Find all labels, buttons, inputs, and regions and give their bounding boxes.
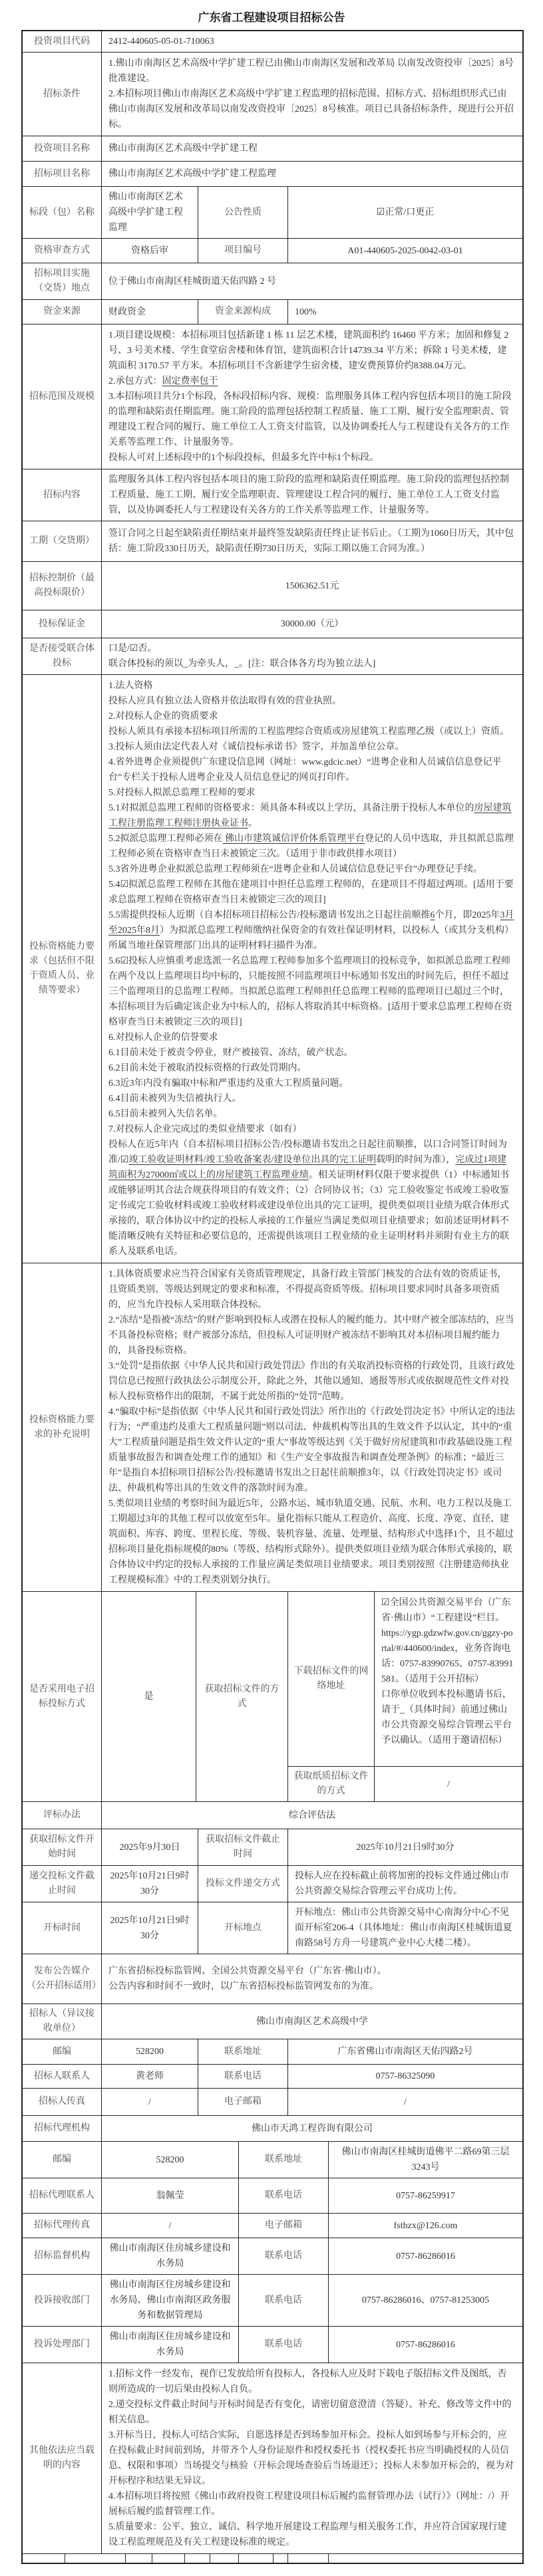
tender-announcement-table xyxy=(21,30,524,2564)
row-announcement-media xyxy=(23,1954,522,2004)
label-opening-time: 开标时间 xyxy=(23,1902,102,1954)
row-submission-deadline xyxy=(23,1866,522,1902)
row-control-price xyxy=(23,562,522,610)
row-tenderer-fax xyxy=(23,2089,522,2116)
value-control-price: 1506362.51元 xyxy=(285,580,339,591)
label-project-number: 项目编号 xyxy=(198,239,288,263)
label-duration: 工期（交货期） xyxy=(23,521,102,561)
row-tenderer xyxy=(23,2004,522,2039)
label-tenderer: 招标人（异议接收单位） xyxy=(23,2004,102,2039)
page-title: 广东省工程建设项目招标公告 xyxy=(198,11,345,24)
row-delivery-location xyxy=(23,263,522,300)
label-supervisor-phone: 联系电话 xyxy=(239,2238,329,2274)
value-complaint-handling: 佛山市南海区住房城乡建设和水务局 xyxy=(102,2327,239,2363)
row-investment-name xyxy=(23,136,522,162)
footer-cell xyxy=(239,2554,273,2563)
row-agency-contact xyxy=(23,2178,522,2214)
label-obtain-documents-method: 获取招标文件的方式 xyxy=(196,1592,288,1801)
value-investment-code: 2412-440605-05-01-710063 xyxy=(108,37,214,47)
row-tender-content xyxy=(23,469,522,521)
value-agency-contact: 翁佩莹 xyxy=(102,2178,239,2213)
row-package-name xyxy=(23,187,522,239)
value-opening-time: 2025年10月21日9时30分 xyxy=(102,1902,198,1954)
value-announcement-media: 广东省招标投标监管网、全国公共资源交易平台（广东省·佛山市）。 公告内容和时间不一致时，以广东省招标投标监管网发布的为准。 xyxy=(108,1966,387,1992)
row-tenderer-zip xyxy=(23,2039,522,2065)
value-fund-source: 财政资金 xyxy=(102,300,198,324)
value-agency-phone: 0757-86259917 xyxy=(396,2190,455,2201)
label-tender-conditions: 招标条件 xyxy=(23,53,102,136)
label-package-name: 标段（包）名称 xyxy=(23,187,102,238)
subrow-download-address xyxy=(288,1592,522,1767)
value-agency-address: 佛山市南海区桂城街道佛平二路69第三层3243号 xyxy=(341,2147,510,2172)
value-tenderer-contact: 黄老师 xyxy=(102,2065,198,2088)
label-agency-contact: 招标代理联系人 xyxy=(23,2178,102,2213)
label-agency-phone: 联系电话 xyxy=(239,2178,329,2213)
label-bid-bond: 投标保证金 xyxy=(23,610,102,638)
label-fund-composition: 资金来源构成 xyxy=(198,300,288,324)
row-duration xyxy=(23,521,522,562)
value-agency-email: fsthzx@126.com xyxy=(393,2220,458,2231)
row-footer-empty xyxy=(23,2554,522,2563)
row-bid-opening xyxy=(23,1902,522,1954)
row-agency xyxy=(23,2116,522,2142)
value-package-name: 佛山市南海区艺术高级中学扩建工程监理 xyxy=(102,187,198,238)
label-obtain-deadline: 获取招标文件截止时间 xyxy=(198,1829,288,1865)
value-qualification-supplement: 1.具体资质要求应当符合国家有关资质管理规定，具备行政主管部门核发的合法有效的资质证书，且资质类别、等级达到规定的要求和标准，不得提高资质等级。招标项目要求同时具备多项资质的，应当允许投标人采用联合体投标。 2.“冻结”是指被“冻结”的财产影响到投标人或潜在投标人的履约能力。其中财产被全部冻结的，应当不具备投标资格；财产被部分冻结，但投标人可证明财产被冻结不影响其对本招标项目履约能力的，具备投标资格。 3.“处罚”是指依据《中华人民共和国行政处罚法》作出的有关取消投标资格的行政处罚，且该行政处罚信息已按照行政执法公示制度公开，除此之外，其他以通知、通报等形式或依据规范性文件对投标人投标资格作出的限制，不属于此处所指的“处罚”范畴。 4.“骗取中标”是指依据《中华人民共和国行政处罚法》所作出的《行政处罚决定书》中所认定的违法行为；“严重违约及重大工程质量问题”则以司法、仲裁机构等出具的生效文件予以认定，其中的“重大”工程质量问题是指生效文件认定的“重大”事故等级达到《关于做好房屋建筑和市政基础设施工程质量事故报告和调查处理工作的通知》和《生产安全事故报告和调查处理条例》的标准；“最近三年”是指自本招标项目招标公告/投标邀请书发出之日起往前顺推3年，以《行政处罚决定书》或司法、仲裁机构等出具的生效文件的落款时间为准。 5.类似项目业绩的考察时间为最近5年，公路水运、城市轨道交通、民航、水利、电力工程以及施工工期超过3年的其他工程可以放宽至5年。量化指标只能从工程造价、高度、长度、净宽、直径、建筑面积、库容、跨度、里程长度、等级、装机容量、流量、处理量、结构形式中选择1个，且不超过招标项目量化指标规模的80%（等级、结构形式除外）。提供类似项目业绩为联合体形式承接的，联合体协议中约定的投标人承接的工作量应满足类似项目业绩要求。项目类别按照《注册建造师执业工程规模标准》中的工程类别划分执行。 xyxy=(108,1269,515,1585)
row-tender-project-name xyxy=(23,162,522,187)
value-tender-content: 监理服务具体工程内容包括本项目的施工阶段的监理和缺陷责任期监理。施工阶段的监理包括控制工程质量、施工工期、履行安全监理职责、管理建设工程合同的履行、施工单位工人工资支付监管，以及协调委托人与工程建设有关各方的工作关系等监理工作、计量服务等。 xyxy=(108,475,509,515)
label-complaint-receiving: 投诉接收部门 xyxy=(23,2275,102,2326)
label-qualification-supplement: 投标资格能力要求的补充说明 xyxy=(23,1263,102,1591)
label-supervisor: 招标监督机构 xyxy=(23,2238,102,2274)
value-opening-place: 开标地点：佛山市公共资源交易中心南海分中心不见面开标室206-4（具体地址：佛山市南海区桂城街道夏南路58号方舟一号建筑产业中心大楼二楼）。 xyxy=(295,1908,512,1948)
label-qualification-review: 资格审查方式 xyxy=(23,239,102,263)
row-qualification-requirements xyxy=(23,675,522,1263)
label-tenderer-fax: 招标人传真 xyxy=(23,2089,102,2115)
label-notice-nature: 公告性质 xyxy=(198,187,288,238)
row-bid-bond xyxy=(23,610,522,638)
label-tenderer-contact: 招标人联系人 xyxy=(23,2065,102,2088)
value-tenderer-phone: 0757-86325090 xyxy=(375,2071,435,2081)
row-investment-code xyxy=(23,31,522,53)
value-tenderer-zip: 528200 xyxy=(102,2039,198,2064)
value-tenderer-fax: / xyxy=(102,2089,198,2115)
label-delivery-location: 招标项目实施（交货）地点 xyxy=(23,263,102,299)
value-tender-project-name: 佛山市南海区艺术高级中学扩建工程监理 xyxy=(108,169,276,179)
label-complaint-handling-phone: 联系电话 xyxy=(239,2327,329,2363)
value-qualification-requirements: 1.法人资格 投标人应具有独立法人资格并依法取得有效的营业执照。 2.对投标人企业的资质要求 投标人须具有承接本招标项目所需的工程监理综合资质或房屋建筑工程监理乙级（或以上）资质。 3.投标人须由法定代表人对《诚信投标承诺书》签字，并加盖单位公章。 4.省外进粤企业须提供广东建设信息网（网址：www.gdcic.net）“进粤企业和人员诚信信息登记平台”专栏关于投标人进粤企业及人员信息登记的网页打印件。 5.对投标人拟派总监理工程师的要求 5.1对拟派总监理工程师的资格要求：须具备本科或以上学历，具备注册于投标人本单位的房屋建筑工程注册监理工程师注册执业证书。 5.2拟派总监理工程师必须在 佛山市建筑诚信评价体系管理平台登记的人员中选取，并且拟派总监理工程师必须在资格审查当日未被锁定三次。（适用于非市政供排水项目） 5.3省外进粤企业拟派总监理工程师须在“进粤企业和人员诚信信息登记平台”办理登记手续。 5.4☑拟派总监理工程师在其他在建项目中担任总监理工程师的，在建项目不得超过两项。[适用于要求总监理工程师在资格审查当日未被锁定三次的项目] 5.5需提供投标人近期（自本招标项目招标公告/投标邀请书发出之日起往前顺推6个月，即2025年3月至2025年8月）为拟派总监理工程师缴纳社保资金的有效社保证明材料，以投标人（或其分支机构）所属当地社保管理部门出具的证明材料扫描件为准。 5.6☑投标人应慎重考虑选派一名总监理工程师参加多个监理项目的投标竞争，如拟派总监理工程师在两个及以上监理项目均中标的，只能按照不同监理项目中标通知书发出的时间先后，担任不超过三个监理项目的总监理工程师。当拟派总监理工程师担任总监理工程师的监理项目已超过三个时，本招标项目为后确定该企业为中标人的，招标人将取消其中标资格。[适用于要求总监理工程师在资格审查当日未被锁定三次的项目] 6.对投标人企业的信誉要求 6.1目前未处于被责令停业，财产被接管、冻结，破产状态。 6.2目前未处于被取消投标资格的行政处罚期内。 6.3近3年内没有骗取中标和严重违约及重大工程质量问题。 6.4目前未被列为失信被执行人。 6.5目前未被列入失信名单。 7.对投标人企业完成过的类似业绩要求（如有） 投标人在近5年内（自本招标项目招标公告/投标邀请书发出之日起往前顺推，以口合同签订时间为准/☑竣工验收证明材料/竣工验收备案表/建设单位出具的完工证明载明的时间为准），完成过1项建筑面积为27000㎡或以上的房屋建筑工程监理业绩。相关证明材料仅限于要求提供（1）中标通知书或能够证明其合法合规获得项目的有效文件；（2）合同协议书；（3）完工验收鉴定书或竣工验收鉴定书或完工验收材料或竣工验收材料或建设单位出具的完工证明，提供类似项目业绩为联合体形式承接的，联合体协议中约定的投标人承接的工作量应当满足类似项目业绩要求；如前述证明材料不能清晰反映有关特征和必要信息的，还需提供该项目工程业绩的业主证明材料并须附有业主方的联系人及联系电话。 xyxy=(108,681,514,1257)
row-supervisor xyxy=(23,2238,522,2275)
value-supervisor: 佛山市南海区住房城乡建设和水务局 xyxy=(102,2238,239,2274)
footer-cell xyxy=(23,2554,65,2563)
label-control-price: 招标控制价（最高投标限价） xyxy=(23,562,102,610)
value-qualification-review: 资格后审 xyxy=(102,239,198,263)
label-agency-address: 联系地址 xyxy=(239,2142,329,2178)
row-document-obtain-time xyxy=(23,1829,522,1866)
label-qualification-requirements: 投标资格能力要求（包括但不限于资质人员、业绩等要求） xyxy=(23,675,102,1263)
footer-cell xyxy=(126,2554,152,2563)
subrow-paper-documents xyxy=(288,1767,522,1801)
label-consortium: 是否接受联合体投标 xyxy=(23,638,102,674)
footer-cell xyxy=(152,2554,185,2563)
value-tender-conditions: 1.佛山市南海区艺术高级中学扩建工程已由佛山市南海区发展和改革局 以南发改资投审〔2025〕8号批准建设。 2.本招标项目佛山市南海区艺术高级中学扩建工程监理的招标范围、招标方式、招标组织形式已由佛山市南海区发展和改革局以南发改资投审〔2025〕8号核准。项目已具备招标条件，现进行公开招标。 xyxy=(108,59,514,130)
value-project-number: A01-440605-2025-0042-03-01 xyxy=(347,245,463,256)
label-tender-content: 招标内容 xyxy=(23,469,102,521)
label-agency-zip: 邮编 xyxy=(23,2142,102,2178)
label-agency-fax: 招标代理传真 xyxy=(23,2214,102,2238)
value-fund-composition: 100% xyxy=(295,307,317,317)
value-obtain-start-time: 2025年9月30日 xyxy=(102,1829,198,1865)
row-other-contents xyxy=(23,2363,522,2554)
label-complaint-handling: 投诉处理部门 xyxy=(23,2327,102,2363)
value-evaluation-method: 综合评估法 xyxy=(289,1810,335,1821)
label-obtain-start-time: 获取招标文件开始时间 xyxy=(23,1829,102,1865)
value-investment-name: 佛山市南海区艺术高级中学扩建工程 xyxy=(108,144,258,154)
label-other-contents: 其他依法应当载明的内容 xyxy=(23,2363,102,2553)
footer-cell xyxy=(65,2554,126,2563)
value-supervisor-phone: 0757-86286016 xyxy=(396,2251,455,2261)
label-announcement-media: 发布公告媒介（公开招标适用） xyxy=(23,1954,102,2003)
row-evaluation-method xyxy=(23,1802,522,1829)
label-agency: 招标代理机构 xyxy=(23,2116,102,2141)
label-submission-deadline: 递交投标文件截止时间 xyxy=(23,1866,102,1902)
label-investment-code: 投资项目代码 xyxy=(23,31,102,52)
value-paper-documents: / xyxy=(447,1779,450,1789)
label-tender-scope: 招标范围及规模 xyxy=(23,324,102,469)
label-tenderer-address: 联系地址 xyxy=(198,2039,288,2064)
value-duration: 签订合同之日起至缺陷责任期结束并最终签发缺陷责任终止证书后止。（工期为1060日历天，其中包括：施工阶段330日历天，缺陷责任期730日历天，实际工期以施工合同为准。） xyxy=(108,529,514,554)
footer-cell xyxy=(288,2554,329,2563)
value-submission-deadline: 2025年10月21日9时30分 xyxy=(102,1866,198,1902)
row-agency-zip xyxy=(23,2142,522,2178)
value-tenderer: 佛山市南海区艺术高级中学 xyxy=(256,2016,368,2027)
label-tender-project-name: 招标项目名称 xyxy=(23,162,102,186)
value-complaint-handling-phone: 0757-86286016 xyxy=(396,2339,455,2350)
row-qualification-review xyxy=(23,239,522,263)
value-tenderer-address: 广东省佛山市南海区天佑四路2号 xyxy=(337,2047,473,2057)
value-tender-scope: 1.项目建设规模：本招标项目包括新建 1 栋 11 层艺术楼，建筑面积约 16460 平方米；加固和修复 2 号、3 号美术楼、学生食堂宿舍楼和体育馆，建筑面积合计14739.34 平方米；拆除 1 号美术楼，建筑面积 3170.57 平方米。本招标项目不含新建学生宿舍楼，建安费预算价约8388.04万元。 2.承包方式：固定费率包干 3.本招标项目共分1个标段，各标段招标内容、规模：监理服务具体工程内容包括本项目的施工阶段的监理和缺陷责任期监理。施工阶段的监理包括控制工程质量、施工工期、履行安全监理职责、管理建设工程合同的履行、施工单位工人工资支付监管，以及协调委托人与工程建设有关各方的工作关系等监理工作、计量服务等。 投标人可对上述标段中的1个标段投标，但最多允许中标1个标段。 xyxy=(108,330,512,463)
row-fund-source xyxy=(23,300,522,324)
value-complaint-receiving: 佛山市南海区住房城乡建设和水务局、佛山市南海区政务服务和数据管理局 xyxy=(102,2275,239,2326)
label-investment-name: 投资项目名称 xyxy=(23,136,102,161)
label-tenderer-email: 电子邮箱 xyxy=(198,2089,288,2115)
label-opening-place: 开标地点 xyxy=(198,1902,288,1954)
row-qualification-supplement xyxy=(23,1263,522,1592)
row-tender-conditions xyxy=(23,53,522,136)
row-complaint-receiving xyxy=(23,2275,522,2327)
footer-cell xyxy=(210,2554,239,2563)
label-complaint-receiving-phone: 联系电话 xyxy=(239,2275,329,2326)
label-tenderer-phone: 联系电话 xyxy=(198,2065,288,2088)
row-tenderer-contact xyxy=(23,2065,522,2089)
label-paper-documents: 获取纸质招标文件的方式 xyxy=(288,1767,375,1801)
value-submission-method: 投标人应在投标截止前将加密的投标文件通过佛山市公共资源交易综合管理云平台成功上传。 xyxy=(295,1871,509,1896)
label-agency-email: 电子邮箱 xyxy=(239,2214,329,2238)
value-notice-nature: ☑正常/口更正 xyxy=(376,207,435,217)
row-agency-fax xyxy=(23,2214,522,2238)
value-agency: 佛山市天鸿工程咨询有限公司 xyxy=(252,2123,373,2134)
label-evaluation-method: 评标办法 xyxy=(23,1802,102,1829)
label-download-address: 下载招标文件的网络地址 xyxy=(288,1592,375,1766)
value-obtain-deadline: 2025年10月21日9时30分 xyxy=(356,1842,454,1853)
value-bid-bond: 30000.00（元） xyxy=(280,619,344,629)
value-other-contents: 1.招标文件一经发布，视作已发放给所有投标人，各投标人应及时下载电子版招标文件及图纸，否则所造成的一切后果由投标人自负。 2.递交投标文件截止时间与开标时间是否有变化，请密切留意澄清（答疑）、补充、修改等文件中的相关信息。 3.开标当日，投标人可结合实际，自愿选择是否到场参加开标会。投标人如到场参与开标会的，应在投标截止时间前到场，并带齐个人身份证原件和授权委托书（授权委托书应当明确授权的人员信息、权限和事项）当场提交与核验（开标会现场查验后当场退还）；投标人未参加开标会的，视为对开标程序和结果无异议。 4.本招标项目将按照《佛山市政府投资工程建设项目标后履约监督管理办法（试行）》（网址：/）开展标后履约监督管理工作。 5.质量要求：公平、独立、诚信、科学地开展建设工程监理与相关服务工作，并应符合国家现行建设工程监理规范及有关工程建设标准的规定。 xyxy=(108,2369,514,2547)
row-tender-scope xyxy=(23,324,522,469)
value-electronic-bidding: 是 xyxy=(102,1592,196,1801)
label-electronic-bidding: 是否采用电子招标投标方式 xyxy=(23,1592,102,1801)
label-tenderer-zip: 邮编 xyxy=(23,2039,102,2064)
row-consortium xyxy=(23,638,522,675)
label-submission-method: 投标文件递交方式 xyxy=(198,1866,288,1902)
value-delivery-location: 位于佛山市南海区桂城街道天佑四路 2 号 xyxy=(108,276,276,287)
footer-cell xyxy=(273,2554,288,2563)
value-consortium: 口是/☑否。 联合体投标的须以_为牵头人，_。[注：联合体各方均为独立法人] xyxy=(108,644,376,669)
value-agency-fax: / xyxy=(102,2214,239,2238)
label-fund-source: 资金来源 xyxy=(23,300,102,324)
value-tenderer-email: / xyxy=(404,2097,407,2107)
footer-cell xyxy=(329,2554,522,2563)
row-complaint-handling xyxy=(23,2327,522,2363)
value-download-address: ☑全国公共资源交易平台（广东省·佛山市）“工程建设”栏目。 https://ygp.gdzwfw.gov.cn/ggzy-portal/#/440600/index，业务咨询电话：0757-83990765、0757-83991581。（适用于公开招标） 口你单位收到本投标邀请书后，请于_（具体时间）前通过佛山市公共资源交易综合管理云平台予以确认。（适用于邀请招标） xyxy=(381,1598,514,1745)
value-agency-zip: 528200 xyxy=(102,2142,239,2178)
value-complaint-receiving-phone: 0757-86286016、0757-81253005 xyxy=(361,2295,490,2305)
footer-cell xyxy=(185,2554,210,2563)
obtain-documents-detail xyxy=(288,1592,522,1801)
row-electronic-bidding xyxy=(23,1592,522,1802)
